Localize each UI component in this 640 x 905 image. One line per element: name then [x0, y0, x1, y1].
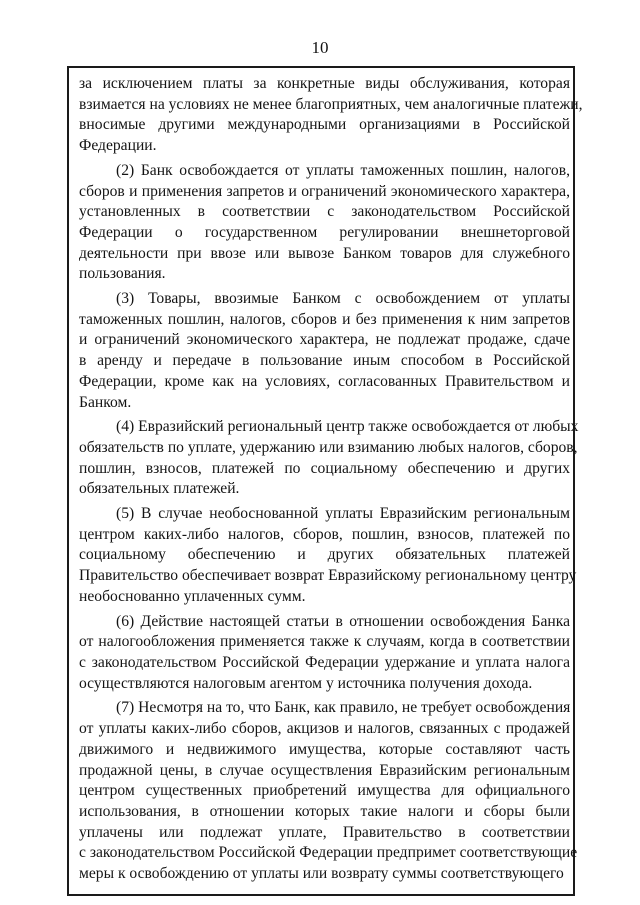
text-line: за исключением платы за конкретные виды обслуживания, которая	[79, 75, 570, 92]
text-line: необоснованно уплаченных сумм.	[79, 587, 306, 605]
text-line: (5) В случае необоснованной уплаты Евразийским региональным	[116, 505, 570, 523]
paragraph	[79, 161, 570, 285]
text-line: меры к освобождению от уплаты или возврату суммы соответствующего	[79, 865, 564, 883]
text-line: обязательств по уплате, удержанию или взиманию любых налогов, сборов,	[79, 438, 578, 456]
text-line: в аренду и передаче в пользование иным способом в Российской	[79, 352, 570, 370]
text-line: (6) Действие настоящей статьи в отношении освобождения Банка	[116, 612, 570, 630]
text-line: (2) Банк освобождается от уплаты таможенных пошлин, налогов,	[116, 161, 570, 179]
paragraph	[79, 289, 570, 413]
text-line: установленных в соответствии с законодательством Российской	[79, 203, 570, 221]
text-line: Федерации, кроме как на условиях, согласованных Правительством и	[79, 372, 570, 390]
text-line: уплачены или подлежат уплате, Правительство в соответствии	[79, 823, 570, 841]
text-line: центром существенных приобретений имущества для официального	[79, 782, 570, 800]
text-line: сборов и применения запретов и ограничений экономического характера,	[79, 182, 570, 200]
text-line: Банком.	[79, 393, 132, 411]
text-line: от уплаты каких-либо сборов, акцизов и налогов, связанных с продажей	[79, 720, 570, 738]
text-line: с законодательством Российской Федерации предпримет соответствующие	[79, 844, 578, 862]
text-line: Федерации о государственном регулировании внешнеторговой	[79, 223, 570, 241]
paragraph	[79, 504, 577, 608]
paragraph	[79, 417, 579, 500]
text-line: продажной цены, в случае осуществления Евразийским региональным	[79, 761, 570, 779]
text-line: Правительство обеспечивает возврат Евразийскому региональному центру	[79, 567, 577, 585]
text-line: от налогообложения применяется также к случаям, когда в соответствии	[79, 633, 570, 651]
text-line: обязательных платежей.	[79, 480, 240, 498]
text-line: использования, в отношении которых такие налоги и сборы были	[79, 802, 570, 820]
text-line: с законодательством Российской Федерации удержание и уплата налога	[79, 653, 570, 671]
paragraph	[79, 698, 578, 884]
text-line: (7) Несмотря на то, что Банк, как правило, не требует освобождения	[116, 699, 571, 717]
text-line: пошлин, взносов, платежей по социальному обеспечению и других	[79, 459, 570, 477]
paragraph	[79, 612, 570, 695]
document-body	[79, 74, 583, 885]
text-line: центром каких-либо налогов, сборов, пошлин, взносов, платежей по	[79, 525, 570, 543]
text-line: вносимые другими международными организациями в Российской	[79, 116, 570, 134]
text-line: движимого и недвижимого имущества, которые составляют часть	[79, 740, 570, 758]
text-line: осуществляются налоговым агентом у источника получения дохода.	[79, 674, 533, 692]
text-line: и ограничений экономического характера, не подлежат продаже, сдаче	[79, 331, 570, 349]
text-line: (4) Евразийский региональный центр также освобождается от любых	[116, 418, 579, 436]
text-line: социальному обеспечению и других обязательных платежей	[79, 546, 570, 564]
page-number: 10	[311, 38, 329, 57]
paragraph	[79, 74, 583, 157]
text-line: Федерации.	[79, 137, 157, 155]
text-line: взимается на условиях не менее благоприятных, чем аналогичные платежи,	[79, 95, 583, 113]
text-line: таможенных пошлин, налогов, сборов и без применения к ним запретов	[79, 310, 570, 328]
text-line: пользования.	[79, 265, 166, 283]
text-line: деятельности при ввозе или вывозе Банком товаров для служебного	[79, 244, 570, 262]
text-line: (3) Товары, ввозимые Банком с освобождением от уплаты	[116, 290, 570, 308]
